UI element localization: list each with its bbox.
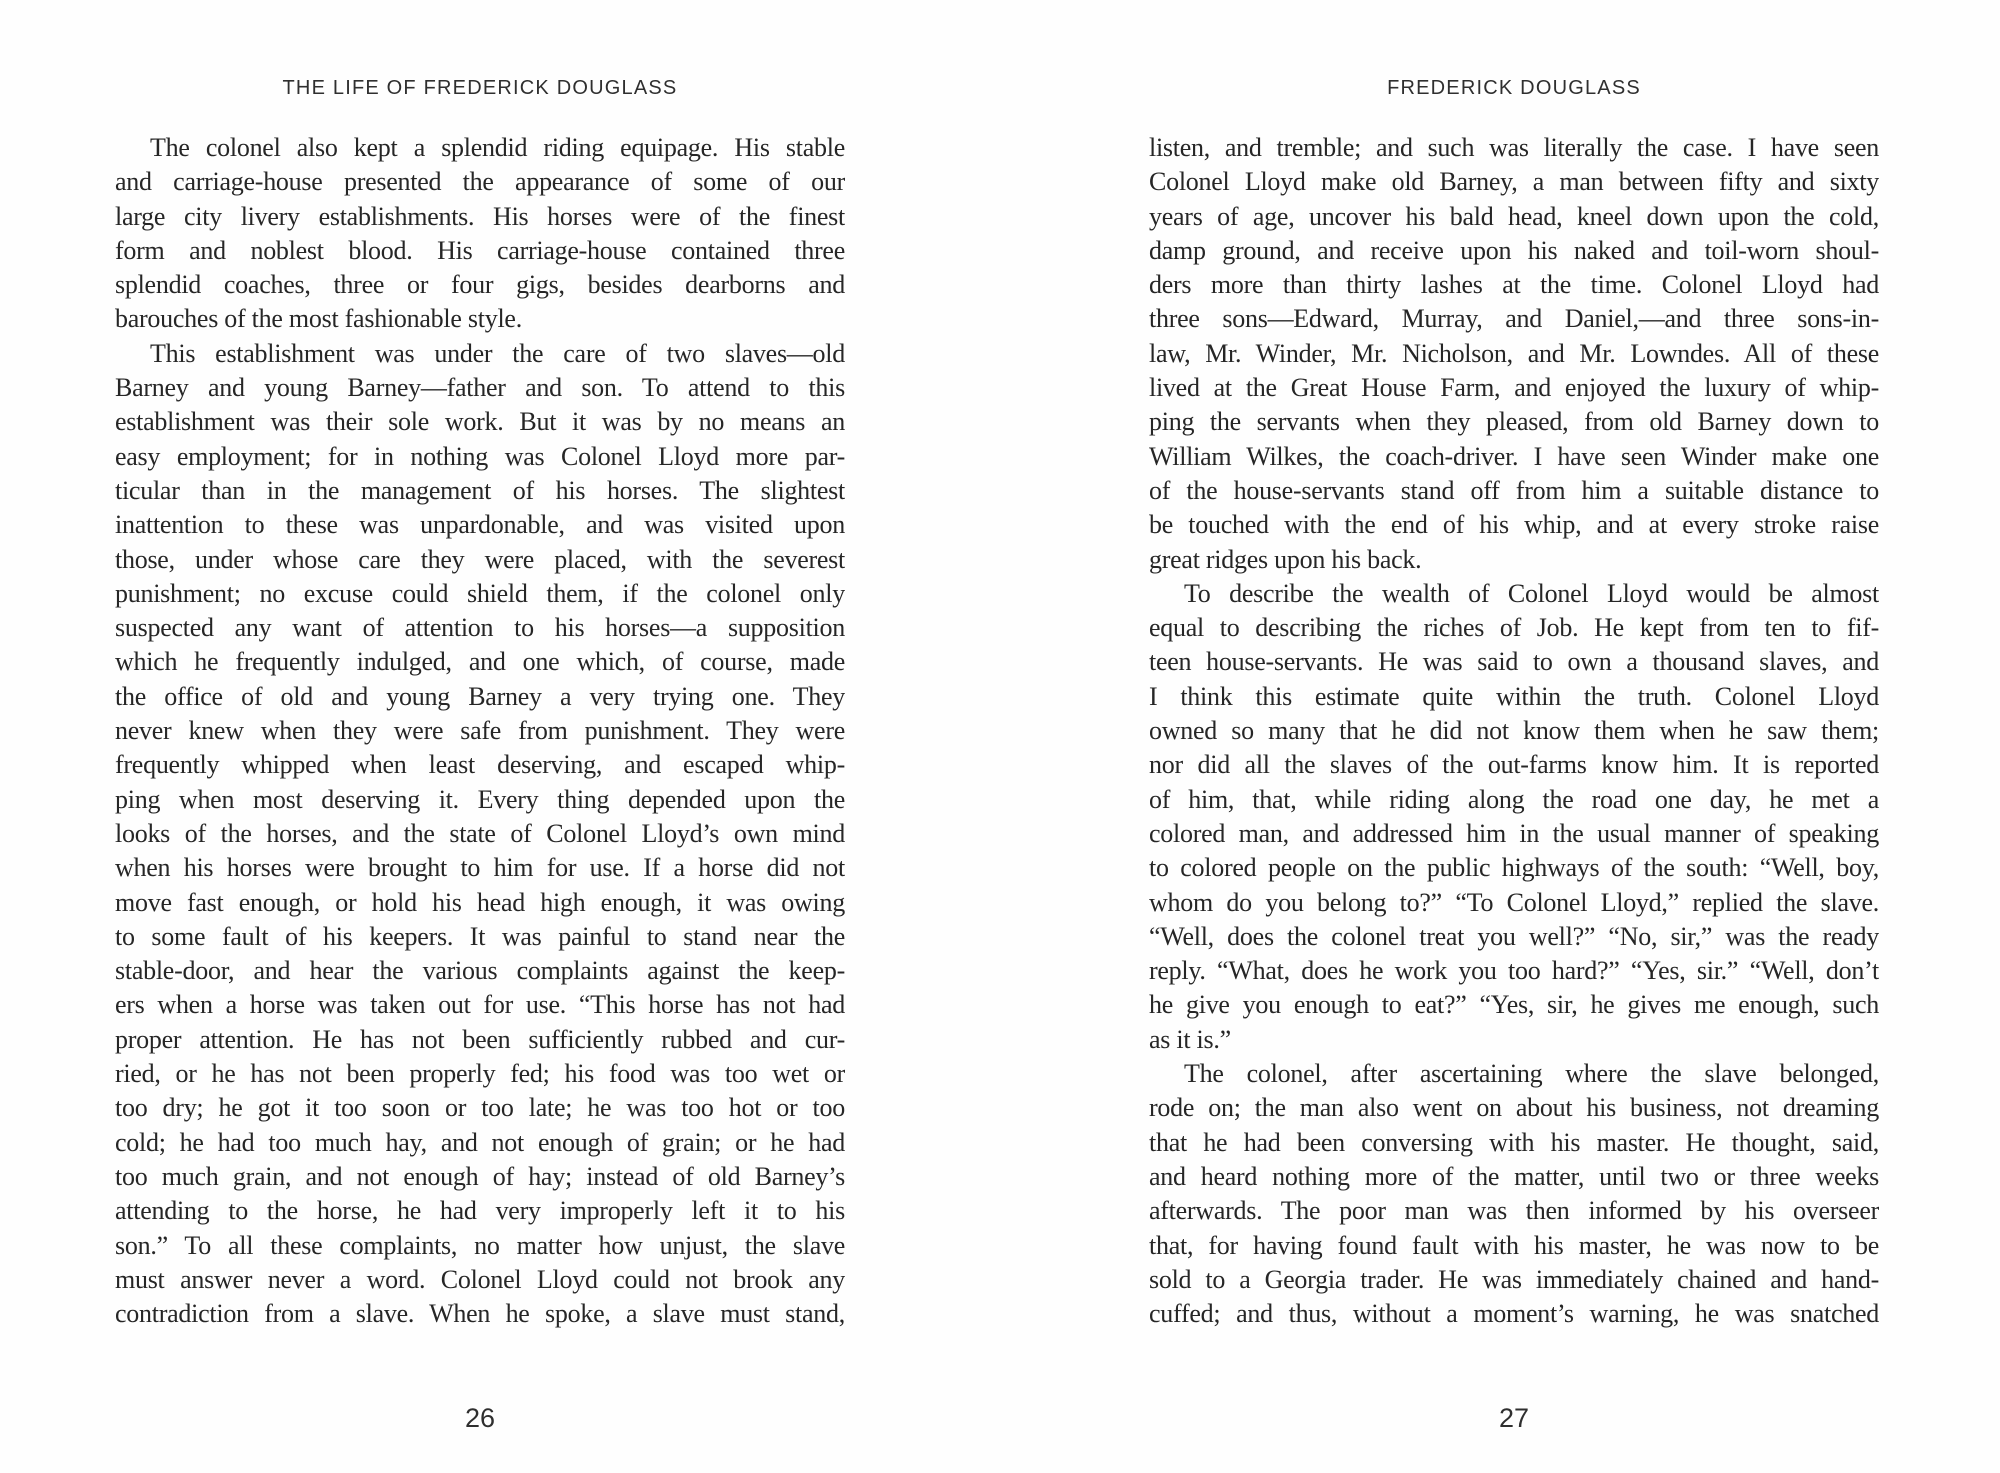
text-line: This establishment was under the care of two slaves—old xyxy=(150,338,845,368)
text-line: stable-door, and hear the various complaints against the keep- xyxy=(115,956,845,986)
paragraph xyxy=(1149,131,1879,577)
text-line: cold; he had too much hay, and not enough of grain; or he had xyxy=(115,1127,845,1157)
text-line: he give you enough to eat?” “Yes, sir, he gives me enough, such xyxy=(1149,990,1879,1020)
paragraph xyxy=(115,337,845,1332)
text-line: and heard nothing more of the matter, until two or three weeks xyxy=(1149,1161,1879,1191)
text-line: equal to describing the riches of Job. He kept from ten to fif- xyxy=(1149,613,1879,643)
text-line: and carriage-house presented the appearance of some of our xyxy=(115,167,845,197)
text-line: establishment was their sole work. But it was by no means an xyxy=(115,407,845,437)
text-line: looks of the horses, and the state of Colonel Lloyd’s own mind xyxy=(115,818,845,848)
text-line: years of age, uncover his bald head, kneel down upon the cold, xyxy=(1149,201,1879,231)
text-line: great ridges upon his back. xyxy=(1149,544,1422,574)
text-line: suspected any want of attention to his horses—a supposition xyxy=(115,613,845,643)
right-page xyxy=(1149,0,1879,1473)
text-line: large city livery establishments. His horses were of the finest xyxy=(115,201,845,231)
text-line: whom do you belong to?” “To Colonel Lloyd,” replied the slave. xyxy=(1149,887,1879,917)
text-line: listen, and tremble; and such was literally the case. I have seen xyxy=(1149,133,1879,162)
text-line: too dry; he got it too soon or too late; he was too hot or too xyxy=(115,1093,845,1123)
text-line: attending to the horse, he had very improperly left it to his xyxy=(115,1196,845,1226)
text-line: lived at the Great House Farm, and enjoyed the luxury of whip- xyxy=(1149,373,1879,403)
text-line: of the house-servants stand off from him a suitable distance to xyxy=(1149,475,1879,505)
text-line: rode on; the man also went on about his business, not dreaming xyxy=(1149,1093,1879,1123)
text-line: be touched with the end of his whip, and at every stroke raise xyxy=(1149,510,1879,540)
text-line: “Well, does the colonel treat you well?” “No, sir,” was the ready xyxy=(1149,921,1879,951)
text-line: contradiction from a slave. When he spoke, a slave must stand, xyxy=(115,1299,845,1329)
text-line: which he frequently indulged, and one which, of course, made xyxy=(115,647,845,677)
text-line: I think this estimate quite within the truth. Colonel Lloyd xyxy=(1149,681,1879,711)
text-line: splendid coaches, three or four gigs, besides dearborns and xyxy=(115,270,845,300)
right-page-body xyxy=(1149,131,1879,1331)
text-line: ders more than thirty lashes at the time. Colonel Lloyd had xyxy=(1149,270,1879,300)
text-line: never knew when they were safe from punishment. They were xyxy=(115,716,845,746)
text-line: reply. “What, does he work you too hard?” “Yes, sir.” “Well, don’t xyxy=(1149,956,1879,986)
text-line: that he had been conversing with his master. He thought, said, xyxy=(1149,1127,1879,1157)
text-line: those, under whose care they were placed, with the severest xyxy=(115,544,845,574)
text-line: law, Mr. Winder, Mr. Nicholson, and Mr. Lowndes. All of these xyxy=(1149,338,1879,368)
text-line: nor did all the slaves of the out-farms know him. It is reported xyxy=(1149,750,1879,780)
text-line: form and noblest blood. His carriage-house contained three xyxy=(115,235,845,265)
text-line: To describe the wealth of Colonel Lloyd would be almost xyxy=(1184,578,1879,608)
text-line: colored man, and addressed him in the usual manner of speaking xyxy=(1149,818,1879,848)
paragraph xyxy=(115,131,845,337)
text-line: cuffed; and thus, without a moment’s warning, he was snatched xyxy=(1149,1299,1879,1329)
right-running-head: FREDERICK DOUGLASS xyxy=(1387,77,1641,99)
text-line: Barney and young Barney—father and son. To attend to this xyxy=(115,373,845,403)
text-line: son.” To all these complaints, no matter how unjust, the slave xyxy=(115,1230,845,1260)
text-line: afterwards. The poor man was then informed by his overseer xyxy=(1149,1196,1879,1226)
text-line: ping when most deserving it. Every thing depended upon the xyxy=(115,784,845,814)
text-line: inattention to these was unpardonable, and was visited upon xyxy=(115,510,845,540)
text-line: punishment; no excuse could shield them, if the colonel only xyxy=(115,578,845,608)
text-line: owned so many that he did not know them when he saw them; xyxy=(1149,716,1879,746)
text-line: Colonel Lloyd make old Barney, a man between fifty and sixty xyxy=(1149,167,1879,197)
text-line: of him, that, while riding along the road one day, he met a xyxy=(1149,784,1879,814)
text-line: three sons—Edward, Murray, and Daniel,—and three sons-in- xyxy=(1149,304,1879,334)
text-line: too much grain, and not enough of hay; instead of old Barney’s xyxy=(115,1161,845,1191)
text-line: sold to a Georgia trader. He was immediately chained and hand- xyxy=(1149,1264,1879,1294)
text-line: must answer never a word. Colonel Lloyd could not brook any xyxy=(115,1264,845,1294)
left-page xyxy=(115,0,845,1473)
left-page-body xyxy=(115,131,845,1331)
text-line: ticular than in the management of his horses. The slightest xyxy=(115,475,845,505)
text-line: to colored people on the public highways of the south: “Well, boy, xyxy=(1149,853,1879,883)
left-running-head: THE LIFE OF FREDERICK DOUGLASS xyxy=(282,77,678,99)
right-page-number: 27 xyxy=(1498,1403,1530,1433)
text-line: to some fault of his keepers. It was painful to stand near the xyxy=(115,921,845,951)
left-page-number: 26 xyxy=(464,1403,496,1433)
text-line: damp ground, and receive upon his naked and toil-worn shoul- xyxy=(1149,235,1879,265)
text-line: as it is.” xyxy=(1149,1024,1231,1054)
text-line: barouches of the most fashionable style. xyxy=(115,304,522,334)
text-line: ers when a horse was taken out for use. “This horse has not had xyxy=(115,990,845,1020)
text-line: William Wilkes, the coach-driver. I have seen Winder make one xyxy=(1149,441,1879,471)
text-line: proper attention. He has not been sufficiently rubbed and cur- xyxy=(115,1024,845,1054)
text-line: frequently whipped when least deserving, and escaped whip- xyxy=(115,750,845,780)
text-line: ping the servants when they pleased, from old Barney down to xyxy=(1149,407,1879,437)
text-line: move fast enough, or hold his head high enough, it was owing xyxy=(115,887,845,917)
paragraph xyxy=(1149,577,1879,1057)
paragraph xyxy=(1149,1057,1879,1331)
text-line: that, for having found fault with his master, he was now to be xyxy=(1149,1230,1879,1260)
text-line: teen house-servants. He was said to own a thousand slaves, and xyxy=(1149,647,1879,677)
text-line: the office of old and young Barney a very trying one. They xyxy=(115,681,845,711)
text-line: when his horses were brought to him for use. If a horse did not xyxy=(115,853,845,883)
text-line: ried, or he has not been properly fed; his food was too wet or xyxy=(115,1059,845,1089)
text-line: The colonel, after ascertaining where the slave belonged, xyxy=(1184,1059,1879,1089)
text-line: The colonel also kept a splendid riding equipage. His stable xyxy=(150,133,845,162)
text-line: easy employment; for in nothing was Colonel Lloyd more par- xyxy=(115,441,845,471)
